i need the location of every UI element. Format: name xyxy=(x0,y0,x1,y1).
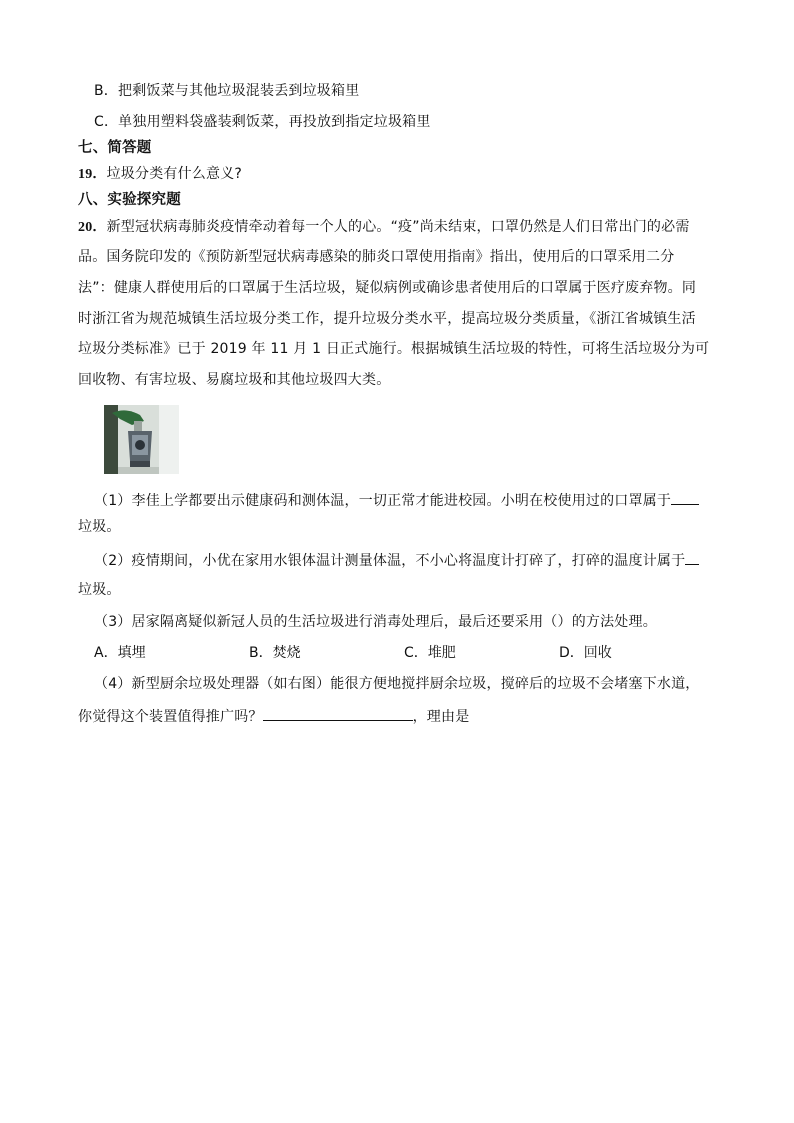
question-20-line-4: 时浙江省为规范城镇生活垃圾分类工作，提升垃圾分类水平，提高垃圾分类质量，《浙江省城镇生活 xyxy=(78,311,696,327)
sub-question-1-line-2: 垃圾。 xyxy=(78,519,121,535)
sub-question-4-suffix: ，理由是 xyxy=(412,709,470,725)
question-20-line-5: 垃圾分类标准》已于 2019 年 11 月 1 日正式施行。根据城镇生活垃圾的特性，可将生活垃圾分为可 xyxy=(78,341,710,357)
question-20-line-2: 品。国务院印发的《预防新型冠状病毒感染的肺炎口罩使用指南》指出，使用后的口罩采用二分 xyxy=(78,249,675,265)
question-20-line-3: 法”：健康人群使用后的口罩属于生活垃圾，疑似病例或确诊患者使用后的口罩属于医疗废弃物。同 xyxy=(78,280,697,296)
sub-question-4-prefix: 你觉得这个装置值得推广吗？ xyxy=(78,709,263,725)
sub-question-1-text: （1）李佳上学都要出示健康码和测体温，一切正常才能进校园。小明在校使用过的口罩属于 xyxy=(94,493,672,509)
sub-question-2-line-2: 垃圾。 xyxy=(78,582,121,598)
option-a-landfill: A．填埋 xyxy=(94,645,146,661)
question-20-line-6: 回收物、有害垃圾、易腐垃圾和其他垃圾四大类。 xyxy=(78,372,391,388)
section-7-heading: 七、简答题 xyxy=(78,140,152,156)
option-b: B．把剩饭菜与其他垃圾混装丢到垃圾箱里 xyxy=(94,83,360,99)
section-8-heading: 八、实验探究题 xyxy=(78,192,181,208)
question-20-line-1 xyxy=(78,217,690,238)
answer-blank-4[interactable] xyxy=(263,706,413,721)
sub-question-1-line-1 xyxy=(94,490,699,511)
option-c-compost: C．堆肥 xyxy=(404,645,456,661)
food-waste-disposer-image xyxy=(104,405,179,474)
option-b-incineration: B．焚烧 xyxy=(249,645,301,661)
question-19-number: 19． xyxy=(78,167,107,182)
sub-question-3: （3）居家隔离疑似新冠人员的生活垃圾进行消毒处理后，最后还要采用（）的方法处理。 xyxy=(94,614,657,630)
sub-question-2-text: （2）疫情期间，小优在家用水银体温计测量体温，不小心将温度计打碎了，打碎的温度计属于 xyxy=(94,553,686,569)
question-19-text: 垃圾分类有什么意义? xyxy=(106,166,243,182)
answer-blank-1[interactable] xyxy=(671,490,699,505)
question-19 xyxy=(78,164,242,185)
question-20-number: 20． xyxy=(78,220,107,235)
answer-blank-2[interactable] xyxy=(685,550,699,565)
sub-question-4-line-1: （4）新型厨余垃圾处理器（如右图）能很方便地搅拌厨余垃圾，搅碎后的垃圾不会堵塞下水道， xyxy=(94,676,700,692)
sub-question-4-line-2 xyxy=(78,706,469,727)
question-20-text: 新型冠状病毒肺炎疫情牵动着每一个人的心。“疫”尚未结束，口罩仍然是人们日常出门的必需 xyxy=(106,219,690,235)
option-d-recycle: D．回收 xyxy=(559,645,612,661)
option-c: C．单独用塑料袋盛装剩饭菜，再投放到指定垃圾箱里 xyxy=(94,114,431,130)
sub-question-2-line-1 xyxy=(94,550,699,571)
